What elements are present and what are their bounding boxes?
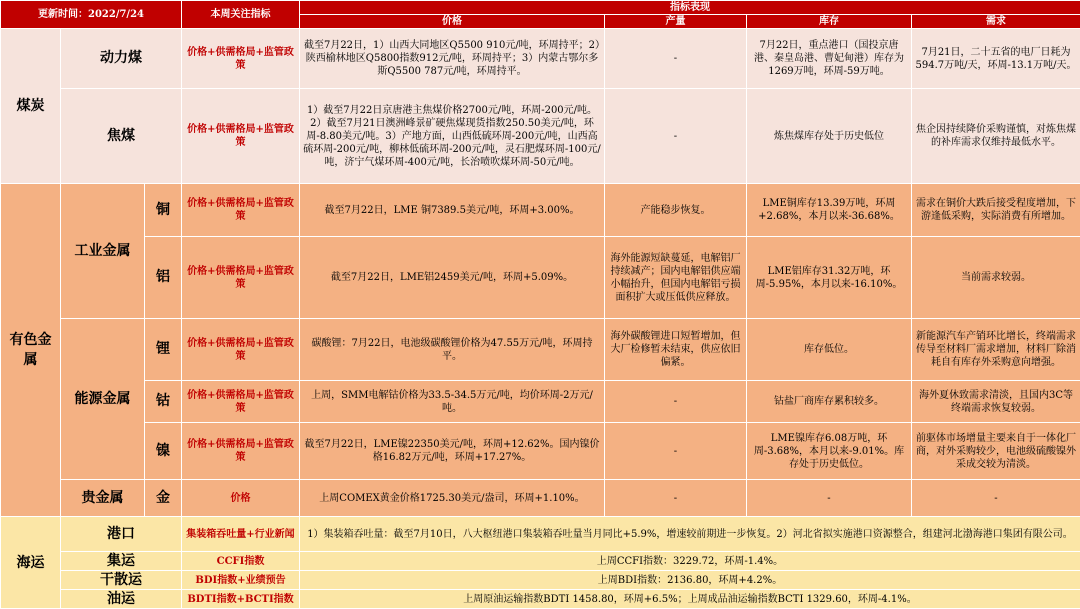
table-row xyxy=(1,423,1080,480)
focus-container-shipping: CCFI指数 xyxy=(182,552,300,571)
focus-lithium: 价格+供需格局+监管政策 xyxy=(182,319,300,381)
focus-gold: 价格 xyxy=(182,480,300,517)
table-row xyxy=(1,29,1080,89)
focus-header: 本周关注指标 xyxy=(182,1,300,29)
category-shipping: 海运 xyxy=(1,517,61,609)
item-port: 港口 xyxy=(61,517,182,552)
price-thermal-coal: 截至7月22日，1）山西大同地区Q5500 910元/吨，环周持平；2）陕西榆林地区Q5800指数912元/吨，环周持平；3）内蒙古鄂尔多斯Q5500 787元/吨，环周持平。 xyxy=(300,29,605,89)
item-oil-shipping: 油运 xyxy=(61,590,182,609)
item-lithium: 锂 xyxy=(145,319,182,381)
text-oil-shipping: 上周原油运输指数BDTI 1458.80，环周+6.5%；上周成品油运输指数BCTI 1329.60，环周-4.1%。 xyxy=(300,590,1080,609)
focus-dry-bulk: BDI指数+业绩预告 xyxy=(182,571,300,590)
inventory-nickel: LME镍库存6.08万吨，环周-3.68%，本月以来-9.01%。库存处于历史低位。 xyxy=(747,423,912,480)
indicator-header: 指标表现 xyxy=(300,1,1080,15)
table-row xyxy=(1,89,1080,184)
demand-copper: 需求在铜价大跌后接受程度增加，下游逢低采购，实际消费有所增加。 xyxy=(912,184,1080,237)
item-dry-bulk: 干散运 xyxy=(61,571,182,590)
price-aluminum: 截至7月22日，LME铝2459美元/吨，环周+5.09%。 xyxy=(300,237,605,319)
table-row xyxy=(1,552,1080,571)
item-coking-coal: 焦煤 xyxy=(61,89,182,184)
item-nickel: 镍 xyxy=(145,423,182,480)
price-gold: 上周COMEX黄金价格1725.30美元/盎司，环周+1.10%。 xyxy=(300,480,605,517)
category-nonferrous: 有色金属 xyxy=(1,184,61,517)
focus-coking-coal: 价格+供需格局+监管政策 xyxy=(182,89,300,184)
demand-gold: - xyxy=(912,480,1080,517)
production-coking-coal: - xyxy=(605,89,747,184)
item-gold: 金 xyxy=(145,480,182,517)
inventory-header: 库存 xyxy=(747,15,912,29)
table-row xyxy=(1,571,1080,590)
focus-cobalt: 价格+供需格局+监管政策 xyxy=(182,381,300,423)
focus-copper: 价格+供需格局+监管政策 xyxy=(182,184,300,237)
table-row xyxy=(1,590,1080,609)
inventory-gold: - xyxy=(747,480,912,517)
production-header: 产量 xyxy=(605,15,747,29)
price-copper: 截至7月22日，LME 铜7389.5美元/吨，环周+3.00%。 xyxy=(300,184,605,237)
text-container-shipping: 上周CCFI指数：3229.72，环周-1.4%。 xyxy=(300,552,1080,571)
item-copper: 铜 xyxy=(145,184,182,237)
table-row xyxy=(1,237,1080,319)
inventory-thermal-coal: 7月22日，重点港口（国投京唐港、秦皇岛港、曹妃甸港）库存为1269万吨，环周-59万吨。 xyxy=(747,29,912,89)
production-cobalt: - xyxy=(605,381,747,423)
production-gold: - xyxy=(605,480,747,517)
table-row xyxy=(1,381,1080,423)
text-port: 1）集装箱吞吐量：截至7月10日，八大枢纽港口集装箱吞吐量当月同比+5.9%，增速较前期进一步恢复。2）河北省拟实施港口资源整合，组建河北渤海港口集团有限公司。 xyxy=(300,517,1080,552)
subcategory-precious-metals: 贵金属 xyxy=(61,480,145,517)
item-aluminum: 铝 xyxy=(145,237,182,319)
focus-port: 集装箱吞吐量+行业新闻 xyxy=(182,517,300,552)
update-time-header: 更新时间：2022/7/24 xyxy=(1,1,182,29)
item-container-shipping: 集运 xyxy=(61,552,182,571)
demand-coking-coal: 焦企因持续降价采购谨慎，对炼焦煤的补库需求仅维持最低水平。 xyxy=(912,89,1080,184)
table-row xyxy=(1,517,1080,552)
focus-oil-shipping: BDTI指数+BCTI指数 xyxy=(182,590,300,609)
production-copper: 产能稳步恢复。 xyxy=(605,184,747,237)
table-row xyxy=(1,480,1080,517)
focus-thermal-coal: 价格+供需格局+监管政策 xyxy=(182,29,300,89)
price-nickel: 截至7月22日，LME镍22350美元/吨，环周+12.62%。国内镍价格16.82万元/吨，环周+17.27%。 xyxy=(300,423,605,480)
inventory-cobalt: 钴盐厂商库存累积较多。 xyxy=(747,381,912,423)
subcategory-industrial-metals: 工业金属 xyxy=(61,184,145,319)
production-thermal-coal: - xyxy=(605,29,747,89)
inventory-aluminum: LME铝库存31.32万吨，环周-5.95%，本月以来-16.10%。 xyxy=(747,237,912,319)
demand-aluminum: 当前需求较弱。 xyxy=(912,237,1080,319)
subcategory-energy-metals: 能源金属 xyxy=(61,319,145,480)
inventory-copper: LME铜库存13.39万吨，环周+2.68%，本月以来-36.68%。 xyxy=(747,184,912,237)
production-lithium: 海外碳酸锂进口短暂增加，但大厂检修暂未结束，供应依旧偏紧。 xyxy=(605,319,747,381)
price-lithium: 碳酸锂：7月22日，电池级碳酸锂价格为47.55万元/吨，环周持平。 xyxy=(300,319,605,381)
item-cobalt: 钴 xyxy=(145,381,182,423)
price-header: 价格 xyxy=(300,15,605,29)
production-nickel: - xyxy=(605,423,747,480)
focus-aluminum: 价格+供需格局+监管政策 xyxy=(182,237,300,319)
demand-cobalt: 海外夏休致需求清淡，且国内3C等终端需求恢复较弱。 xyxy=(912,381,1080,423)
inventory-coking-coal: 炼焦煤库存处于历史低位 xyxy=(747,89,912,184)
table-row xyxy=(1,319,1080,381)
demand-header: 需求 xyxy=(912,15,1080,29)
text-dry-bulk: 上周BDI指数：2136.80，环周+4.2%。 xyxy=(300,571,1080,590)
price-cobalt: 上周，SMM电解钴价格为33.5-34.5万元/吨，均价环周-2万元/吨。 xyxy=(300,381,605,423)
focus-nickel: 价格+供需格局+监管政策 xyxy=(182,423,300,480)
production-aluminum: 海外能源短缺蔓延，电解铝厂持续减产；国内电解铝供应端小幅抬升，但国内电解铝亏损面积扩大或压低供应释放。 xyxy=(605,237,747,319)
demand-thermal-coal: 7月21日，二十五省的电厂日耗为594.7万吨/天，环周-13.1万吨/天。 xyxy=(912,29,1080,89)
category-coal: 煤炭 xyxy=(1,29,61,184)
price-coking-coal: 1）截至7月22日京唐港主焦煤价格2700元/吨，环周-200元/吨。2）截至7月21日澳洲峰景矿硬焦煤现货指数250.50美元/吨，环周-8.80美元/吨。3）产地方面，山西低硫环周-200元/吨，山西高硫环周-200元/吨，柳林低硫环周-200元/吨，灵石肥煤环周-100元/吨，济宁气煤环周-400元/吨，长治喷吹煤环周-50元/吨。 xyxy=(300,89,605,184)
inventory-lithium: 库存低位。 xyxy=(747,319,912,381)
demand-lithium: 新能源汽车产销环比增长，终端需求传导至材料厂需求增加，材料厂除消耗自有库存外采购意向增强。 xyxy=(912,319,1080,381)
demand-nickel: 前驱体市场增量主要来自于一体化厂商，对外采购较少，电池级硫酸镍外采成交较为清淡。 xyxy=(912,423,1080,480)
table-row xyxy=(1,184,1080,237)
item-thermal-coal: 动力煤 xyxy=(61,29,182,89)
